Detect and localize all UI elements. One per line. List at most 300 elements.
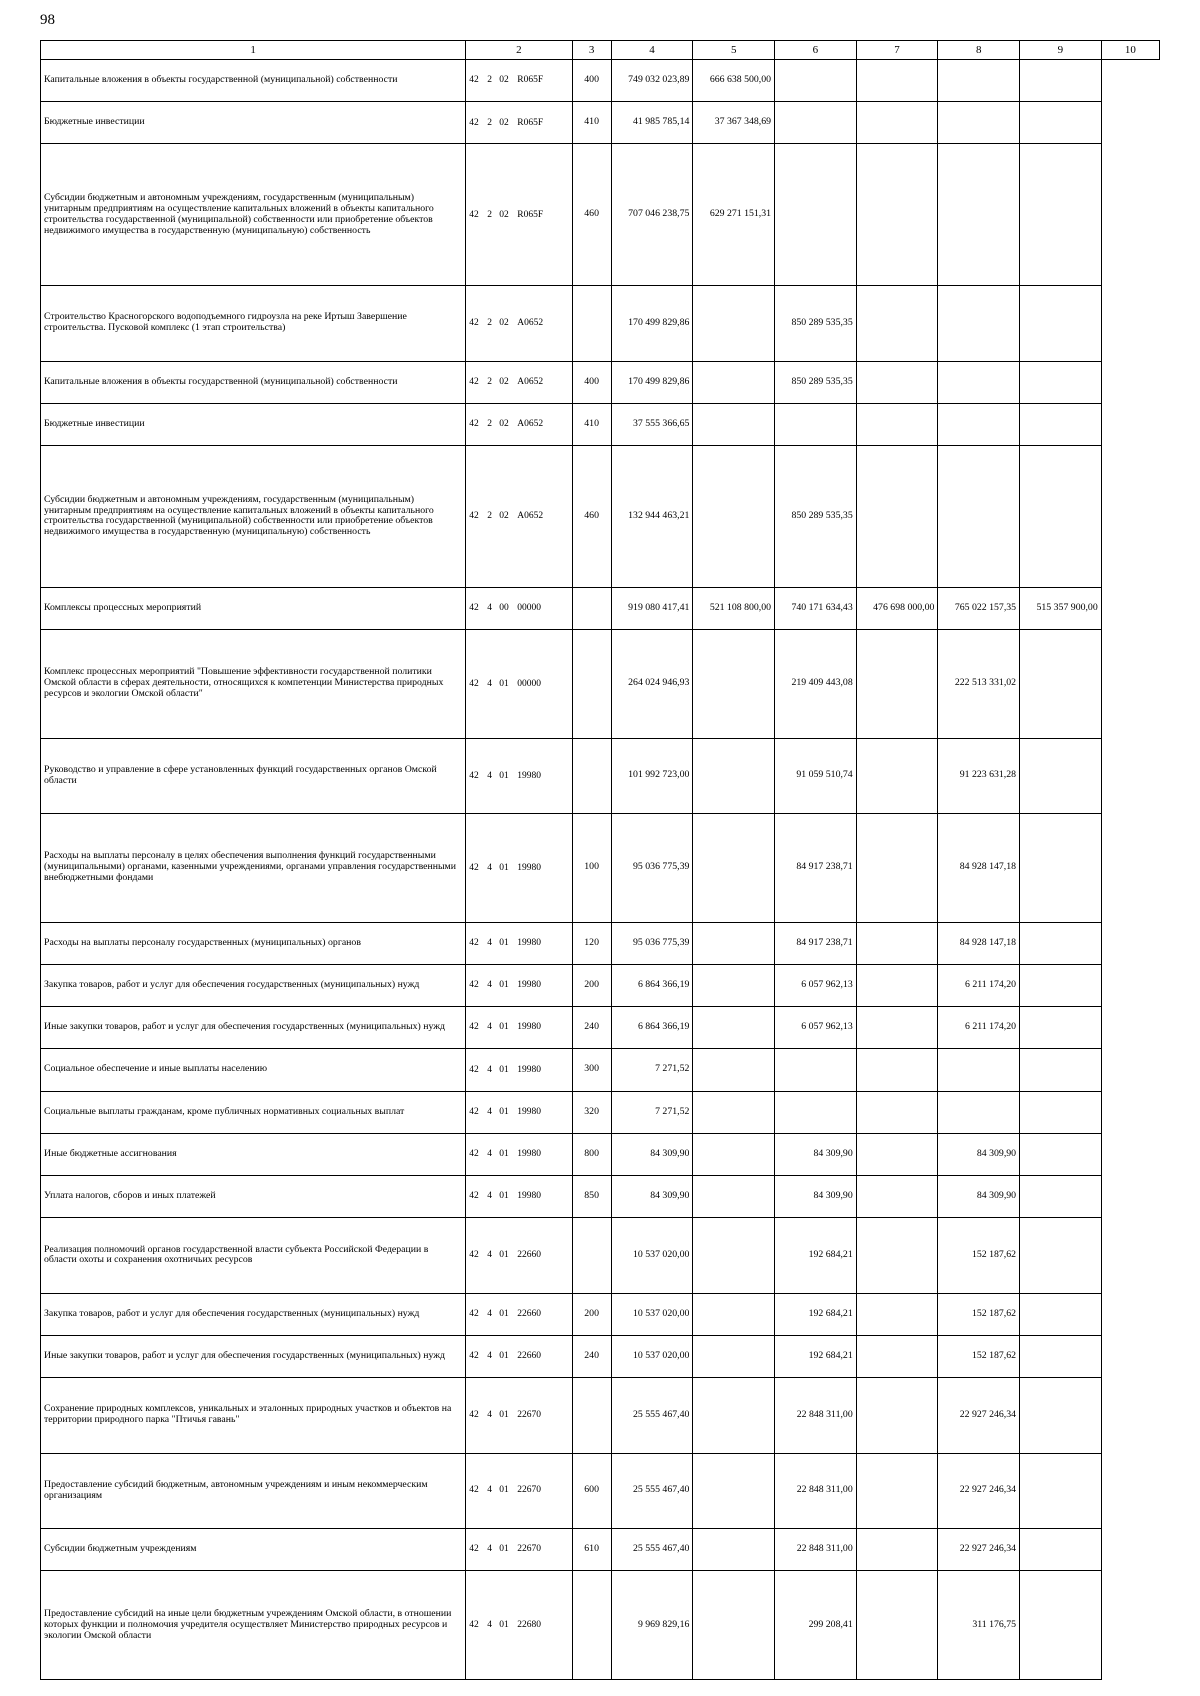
row-col6-cell xyxy=(693,446,775,588)
row-col6-cell xyxy=(693,403,775,445)
code-part: 01 xyxy=(499,1149,509,1160)
column-header: 2 xyxy=(466,41,572,60)
row-name-cell: Строительство Красногорского водоподъемного гидроузла на реке Иртыш Завершение строительства. Пусковой комплекс (1 этап строительства) xyxy=(41,286,466,361)
row-col7-cell: 850 289 535,35 xyxy=(775,446,857,588)
row-col8-cell xyxy=(856,1091,938,1133)
row-col10-cell xyxy=(1020,1049,1102,1091)
row-name-cell: Сохранение природных комплексов, уникальных и эталонных природных участков и объектов на территории природного парка "Птичья гавань" xyxy=(41,1378,466,1453)
code-part: 01 xyxy=(499,1544,509,1555)
code-part: 4 xyxy=(487,937,492,948)
row-col8-cell xyxy=(856,286,938,361)
row-col7-cell xyxy=(775,60,857,102)
row-name-cell: Предоставление субсидий бюджетным, автономным учреждениям и иным некоммерческим организациям xyxy=(41,1453,466,1528)
row-code-cell xyxy=(466,361,572,403)
row-col10-cell xyxy=(1020,1133,1102,1175)
row-col7-cell: 91 059 510,74 xyxy=(775,738,857,813)
code-part: 02 xyxy=(499,75,509,86)
row-col9-cell xyxy=(938,403,1020,445)
row-col10-cell xyxy=(1020,361,1102,403)
code-part: 19980 xyxy=(517,1191,541,1202)
row-code-cell xyxy=(466,1049,572,1091)
row-col7-cell: 192 684,21 xyxy=(775,1335,857,1377)
row-code-cell xyxy=(466,102,572,144)
code-part: 4 xyxy=(487,1308,492,1319)
code-part: 2 xyxy=(487,117,492,128)
row-col10-cell xyxy=(1020,1091,1102,1133)
row-col8-cell xyxy=(856,1335,938,1377)
row-col4-cell: 400 xyxy=(572,361,611,403)
row-col4-cell: 320 xyxy=(572,1091,611,1133)
table-row xyxy=(41,1007,1160,1049)
row-col7-cell: 850 289 535,35 xyxy=(775,286,857,361)
code-part: 19980 xyxy=(517,770,541,781)
code-part: 02 xyxy=(499,376,509,387)
row-col7-cell: 84 309,90 xyxy=(775,1133,857,1175)
code-part: 42 xyxy=(469,862,479,873)
row-name-cell: Бюджетные инвестиции xyxy=(41,102,466,144)
row-col9-cell xyxy=(938,1049,1020,1091)
row-col7-cell: 850 289 535,35 xyxy=(775,361,857,403)
row-name-cell: Комплексы процессных мероприятий xyxy=(41,587,466,629)
row-col6-cell xyxy=(693,1007,775,1049)
code-part: 01 xyxy=(499,1308,509,1319)
row-name-cell: Иные закупки товаров, работ и услуг для обеспечения государственных (муниципальных) нужд xyxy=(41,1335,466,1377)
row-col6-cell xyxy=(693,1176,775,1218)
code-part: 2 xyxy=(487,75,492,86)
code-part: 22670 xyxy=(517,1410,541,1421)
row-code-cell xyxy=(466,60,572,102)
row-col4-cell: 610 xyxy=(572,1528,611,1570)
row-col7-cell xyxy=(775,102,857,144)
row-col7-cell: 6 057 962,13 xyxy=(775,964,857,1006)
row-col4-cell: 240 xyxy=(572,1335,611,1377)
row-col9-cell: 6 211 174,20 xyxy=(938,1007,1020,1049)
code-part: 22680 xyxy=(517,1619,541,1630)
table-row xyxy=(41,361,1160,403)
table-row xyxy=(41,1335,1160,1377)
code-part: А0652 xyxy=(517,318,544,329)
row-col8-cell xyxy=(856,403,938,445)
row-col9-cell: 311 176,75 xyxy=(938,1571,1020,1680)
code-part: 42 xyxy=(469,1485,479,1496)
code-part: 42 xyxy=(469,980,479,991)
row-col8-cell xyxy=(856,102,938,144)
table-row xyxy=(41,1453,1160,1528)
row-code-cell xyxy=(466,1091,572,1133)
row-col8-cell xyxy=(856,1133,938,1175)
code-part: 01 xyxy=(499,1106,509,1117)
row-col6-cell xyxy=(693,1218,775,1293)
row-col10-cell xyxy=(1020,964,1102,1006)
row-col4-cell: 460 xyxy=(572,144,611,286)
row-col5-cell: 95 036 775,39 xyxy=(611,814,693,923)
code-part: 22660 xyxy=(517,1308,541,1319)
code-part: 01 xyxy=(499,1619,509,1630)
row-col10-cell xyxy=(1020,1335,1102,1377)
column-header: 6 xyxy=(775,41,857,60)
code-part: А0652 xyxy=(517,511,544,522)
row-col5-cell: 10 537 020,00 xyxy=(611,1335,693,1377)
table-row xyxy=(41,286,1160,361)
row-col9-cell: 6 211 174,20 xyxy=(938,964,1020,1006)
row-col8-cell xyxy=(856,1453,938,1528)
code-part: 42 xyxy=(469,1544,479,1555)
table-row xyxy=(41,1133,1160,1175)
row-col9-cell: 84 309,90 xyxy=(938,1133,1020,1175)
row-col10-cell xyxy=(1020,738,1102,813)
row-code-cell xyxy=(466,814,572,923)
row-code-cell xyxy=(466,1453,572,1528)
row-col9-cell xyxy=(938,446,1020,588)
code-part: 2 xyxy=(487,376,492,387)
column-header: 8 xyxy=(938,41,1020,60)
row-name-cell: Социальное обеспечение и иные выплаты населению xyxy=(41,1049,466,1091)
row-code-cell xyxy=(466,144,572,286)
code-part: 02 xyxy=(499,511,509,522)
row-col5-cell: 25 555 467,40 xyxy=(611,1378,693,1453)
row-col10-cell xyxy=(1020,922,1102,964)
row-col8-cell xyxy=(856,1528,938,1570)
code-part: 00000 xyxy=(517,678,541,689)
row-name-cell: Социальные выплаты гражданам, кроме публичных нормативных социальных выплат xyxy=(41,1091,466,1133)
code-part: 4 xyxy=(487,1064,492,1075)
code-part: 19980 xyxy=(517,1106,541,1117)
row-col8-cell xyxy=(856,60,938,102)
table-row xyxy=(41,1091,1160,1133)
code-part: 42 xyxy=(469,209,479,220)
row-col7-cell xyxy=(775,1049,857,1091)
code-part: 42 xyxy=(469,1064,479,1075)
row-col4-cell: 410 xyxy=(572,403,611,445)
code-part: 01 xyxy=(499,1064,509,1075)
column-header: 3 xyxy=(572,41,611,60)
code-part: 19980 xyxy=(517,1149,541,1160)
row-col9-cell: 152 187,62 xyxy=(938,1293,1020,1335)
budget-table xyxy=(40,40,1160,1680)
row-col9-cell xyxy=(938,60,1020,102)
code-part: 4 xyxy=(487,1544,492,1555)
code-part: 02 xyxy=(499,419,509,430)
row-col10-cell xyxy=(1020,144,1102,286)
row-col4-cell xyxy=(572,738,611,813)
row-col6-cell: 629 271 151,31 xyxy=(693,144,775,286)
code-part: 22670 xyxy=(517,1485,541,1496)
row-name-cell: Иные закупки товаров, работ и услуг для обеспечения государственных (муниципальных) нужд xyxy=(41,1007,466,1049)
row-name-cell: Реализация полномочий органов государственной власти субъекта Российской Федерации в области охоты и сохранения охотничьих ресурсов xyxy=(41,1218,466,1293)
row-code-cell xyxy=(466,1133,572,1175)
code-part: 4 xyxy=(487,1022,492,1033)
row-col4-cell xyxy=(572,286,611,361)
row-col4-cell: 460 xyxy=(572,446,611,588)
row-col6-cell xyxy=(693,1091,775,1133)
row-col5-cell: 84 309,90 xyxy=(611,1176,693,1218)
table-row xyxy=(41,814,1160,923)
row-code-cell xyxy=(466,1571,572,1680)
row-col10-cell xyxy=(1020,1293,1102,1335)
row-code-cell xyxy=(466,630,572,739)
row-col6-cell xyxy=(693,964,775,1006)
code-part: 22670 xyxy=(517,1544,541,1555)
code-part: 42 xyxy=(469,376,479,387)
row-col5-cell: 170 499 829,86 xyxy=(611,361,693,403)
row-col4-cell xyxy=(572,1218,611,1293)
table-row xyxy=(41,1218,1160,1293)
row-col10-cell xyxy=(1020,1218,1102,1293)
row-col4-cell xyxy=(572,1378,611,1453)
row-col10-cell xyxy=(1020,1007,1102,1049)
row-col8-cell xyxy=(856,361,938,403)
row-code-cell xyxy=(466,922,572,964)
row-col7-cell: 192 684,21 xyxy=(775,1218,857,1293)
row-col5-cell: 170 499 829,86 xyxy=(611,286,693,361)
code-part: 4 xyxy=(487,603,492,614)
row-col10-cell xyxy=(1020,814,1102,923)
column-header: 1 xyxy=(41,41,466,60)
table-row xyxy=(41,60,1160,102)
row-col9-cell: 222 513 331,02 xyxy=(938,630,1020,739)
row-col9-cell: 152 187,62 xyxy=(938,1218,1020,1293)
code-part: 01 xyxy=(499,770,509,781)
row-col10-cell xyxy=(1020,1453,1102,1528)
code-part: 19980 xyxy=(517,862,541,873)
row-col7-cell: 192 684,21 xyxy=(775,1293,857,1335)
row-col6-cell xyxy=(693,630,775,739)
code-part: 22660 xyxy=(517,1351,541,1362)
row-col5-cell: 749 032 023,89 xyxy=(611,60,693,102)
row-col10-cell xyxy=(1020,102,1102,144)
code-part: 42 xyxy=(469,603,479,614)
code-part: 19980 xyxy=(517,980,541,991)
row-col6-cell xyxy=(693,922,775,964)
row-col6-cell xyxy=(693,286,775,361)
code-part: 19980 xyxy=(517,1022,541,1033)
code-part: 4 xyxy=(487,1149,492,1160)
row-col9-cell xyxy=(938,144,1020,286)
code-part: 4 xyxy=(487,1485,492,1496)
row-col6-cell xyxy=(693,1453,775,1528)
row-name-cell: Закупка товаров, работ и услуг для обеспечения государственных (муниципальных) нужд xyxy=(41,964,466,1006)
row-name-cell: Предоставление субсидий на иные цели бюджетным учреждениям Омской области, в отношении которых функции и полномочия учредителя осуществляет Министерство природных ресурсов и экологии Омской области xyxy=(41,1571,466,1680)
code-part: 42 xyxy=(469,75,479,86)
code-part: 4 xyxy=(487,770,492,781)
code-part: R065F xyxy=(517,209,544,220)
row-col10-cell xyxy=(1020,403,1102,445)
row-col6-cell xyxy=(693,1049,775,1091)
row-col7-cell xyxy=(775,144,857,286)
row-col4-cell: 300 xyxy=(572,1049,611,1091)
column-header: 4 xyxy=(611,41,693,60)
code-part: 42 xyxy=(469,117,479,128)
row-col9-cell xyxy=(938,102,1020,144)
row-col10-cell xyxy=(1020,1571,1102,1680)
row-col7-cell: 299 208,41 xyxy=(775,1571,857,1680)
row-col4-cell xyxy=(572,630,611,739)
row-col4-cell: 200 xyxy=(572,1293,611,1335)
row-name-cell: Субсидии бюджетным учреждениям xyxy=(41,1528,466,1570)
row-col4-cell: 400 xyxy=(572,60,611,102)
row-col6-cell xyxy=(693,1378,775,1453)
row-col6-cell: 666 638 500,00 xyxy=(693,60,775,102)
code-part: 42 xyxy=(469,770,479,781)
row-code-cell xyxy=(466,1293,572,1335)
row-col4-cell: 600 xyxy=(572,1453,611,1528)
row-col4-cell xyxy=(572,1571,611,1680)
row-col4-cell: 850 xyxy=(572,1176,611,1218)
row-col8-cell: 476 698 000,00 xyxy=(856,587,938,629)
code-part: 02 xyxy=(499,209,509,220)
row-name-cell: Расходы на выплаты персоналу в целях обеспечения выполнения функций государственными (муниципальными) органами, казенными учреждениями, органами управления государственными внебюджетными фондами xyxy=(41,814,466,923)
page-number: 98 xyxy=(40,12,55,28)
code-part: 4 xyxy=(487,1250,492,1261)
row-code-cell xyxy=(466,964,572,1006)
row-col8-cell xyxy=(856,964,938,1006)
row-name-cell: Уплата налогов, сборов и иных платежей xyxy=(41,1176,466,1218)
table-row xyxy=(41,1378,1160,1453)
row-col10-cell: 515 357 900,00 xyxy=(1020,587,1102,629)
row-col7-cell: 84 917 238,71 xyxy=(775,814,857,923)
row-col9-cell: 22 927 246,34 xyxy=(938,1528,1020,1570)
row-col5-cell: 707 046 238,75 xyxy=(611,144,693,286)
table-row xyxy=(41,1049,1160,1091)
row-col6-cell xyxy=(693,1335,775,1377)
row-col5-cell: 264 024 946,93 xyxy=(611,630,693,739)
row-col6-cell xyxy=(693,361,775,403)
code-part: 4 xyxy=(487,980,492,991)
row-col8-cell xyxy=(856,1007,938,1049)
row-col9-cell: 22 927 246,34 xyxy=(938,1378,1020,1453)
budget-table-container xyxy=(40,40,1160,1680)
code-part: 4 xyxy=(487,1410,492,1421)
row-col9-cell: 152 187,62 xyxy=(938,1335,1020,1377)
row-col5-cell: 84 309,90 xyxy=(611,1133,693,1175)
row-col7-cell: 22 848 311,00 xyxy=(775,1378,857,1453)
row-col8-cell xyxy=(856,144,938,286)
row-col5-cell: 95 036 775,39 xyxy=(611,922,693,964)
row-code-cell xyxy=(466,446,572,588)
code-part: 4 xyxy=(487,1106,492,1117)
row-col10-cell xyxy=(1020,446,1102,588)
row-col5-cell: 25 555 467,40 xyxy=(611,1453,693,1528)
code-part: 42 xyxy=(469,678,479,689)
row-col5-cell: 9 969 829,16 xyxy=(611,1571,693,1680)
row-col7-cell xyxy=(775,1091,857,1133)
column-header: 10 xyxy=(1101,41,1159,60)
code-part: 2 xyxy=(487,419,492,430)
code-part: 42 xyxy=(469,1619,479,1630)
row-col9-cell: 84 309,90 xyxy=(938,1176,1020,1218)
row-col5-cell: 25 555 467,40 xyxy=(611,1528,693,1570)
row-col5-cell: 101 992 723,00 xyxy=(611,738,693,813)
row-col8-cell xyxy=(856,1176,938,1218)
code-part: 42 xyxy=(469,1022,479,1033)
row-col5-cell: 6 864 366,19 xyxy=(611,1007,693,1049)
row-col7-cell: 22 848 311,00 xyxy=(775,1528,857,1570)
row-col5-cell: 7 271,52 xyxy=(611,1091,693,1133)
code-part: 02 xyxy=(499,318,509,329)
code-part: 42 xyxy=(469,1308,479,1319)
row-col10-cell xyxy=(1020,1528,1102,1570)
row-col5-cell: 37 555 366,65 xyxy=(611,403,693,445)
code-part: 01 xyxy=(499,1191,509,1202)
code-part: 42 xyxy=(469,937,479,948)
code-part: А0652 xyxy=(517,376,544,387)
row-name-cell: Иные бюджетные ассигнования xyxy=(41,1133,466,1175)
row-name-cell: Бюджетные инвестиции xyxy=(41,403,466,445)
row-col8-cell xyxy=(856,1378,938,1453)
row-col7-cell: 84 309,90 xyxy=(775,1176,857,1218)
table-row xyxy=(41,964,1160,1006)
table-row xyxy=(41,587,1160,629)
row-col6-cell xyxy=(693,814,775,923)
row-col8-cell xyxy=(856,1049,938,1091)
row-code-cell xyxy=(466,1007,572,1049)
code-part: 42 xyxy=(469,1351,479,1362)
code-part: 42 xyxy=(469,1410,479,1421)
row-col9-cell: 84 928 147,18 xyxy=(938,814,1020,923)
column-header: 5 xyxy=(693,41,775,60)
row-code-cell xyxy=(466,1176,572,1218)
row-col6-cell xyxy=(693,1571,775,1680)
code-part: 19980 xyxy=(517,1064,541,1075)
table-row xyxy=(41,1528,1160,1570)
row-col4-cell: 240 xyxy=(572,1007,611,1049)
row-col8-cell xyxy=(856,1293,938,1335)
row-name-cell: Комплекс процессных мероприятий "Повышение эффективности государственной политики Омской области в сферах деятельности, относящихся к компетенции Министерства природных ресурсов и экологии Омской области" xyxy=(41,630,466,739)
row-name-cell: Капитальные вложения в объекты государственной (муниципальной) собственности xyxy=(41,60,466,102)
code-part: 01 xyxy=(499,1351,509,1362)
row-col7-cell xyxy=(775,403,857,445)
code-part: 19980 xyxy=(517,937,541,948)
table-row xyxy=(41,144,1160,286)
row-code-cell xyxy=(466,738,572,813)
row-col5-cell: 7 271,52 xyxy=(611,1049,693,1091)
row-col4-cell: 800 xyxy=(572,1133,611,1175)
row-col8-cell xyxy=(856,814,938,923)
code-part: 02 xyxy=(499,117,509,128)
row-col5-cell: 10 537 020,00 xyxy=(611,1293,693,1335)
row-col6-cell xyxy=(693,1133,775,1175)
row-col4-cell: 120 xyxy=(572,922,611,964)
row-col8-cell xyxy=(856,922,938,964)
code-part: 4 xyxy=(487,1351,492,1362)
code-part: 01 xyxy=(499,1022,509,1033)
row-col8-cell xyxy=(856,630,938,739)
table-row xyxy=(41,102,1160,144)
row-code-cell xyxy=(466,1218,572,1293)
code-part: 2 xyxy=(487,318,492,329)
row-col5-cell: 41 985 785,14 xyxy=(611,102,693,144)
row-col10-cell xyxy=(1020,60,1102,102)
row-code-cell xyxy=(466,286,572,361)
table-row xyxy=(41,403,1160,445)
row-col9-cell: 765 022 157,35 xyxy=(938,587,1020,629)
table-row xyxy=(41,630,1160,739)
code-part: 2 xyxy=(487,511,492,522)
row-col4-cell xyxy=(572,587,611,629)
code-part: R065F xyxy=(517,117,544,128)
code-part: 42 xyxy=(469,1149,479,1160)
code-part: 01 xyxy=(499,1250,509,1261)
row-col7-cell: 219 409 443,08 xyxy=(775,630,857,739)
column-header: 7 xyxy=(856,41,938,60)
code-part: 4 xyxy=(487,862,492,873)
row-col5-cell: 919 080 417,41 xyxy=(611,587,693,629)
code-part: 42 xyxy=(469,1191,479,1202)
row-code-cell xyxy=(466,1528,572,1570)
header-row xyxy=(41,41,1160,60)
row-code-cell xyxy=(466,587,572,629)
code-part: 00000 xyxy=(517,603,541,614)
